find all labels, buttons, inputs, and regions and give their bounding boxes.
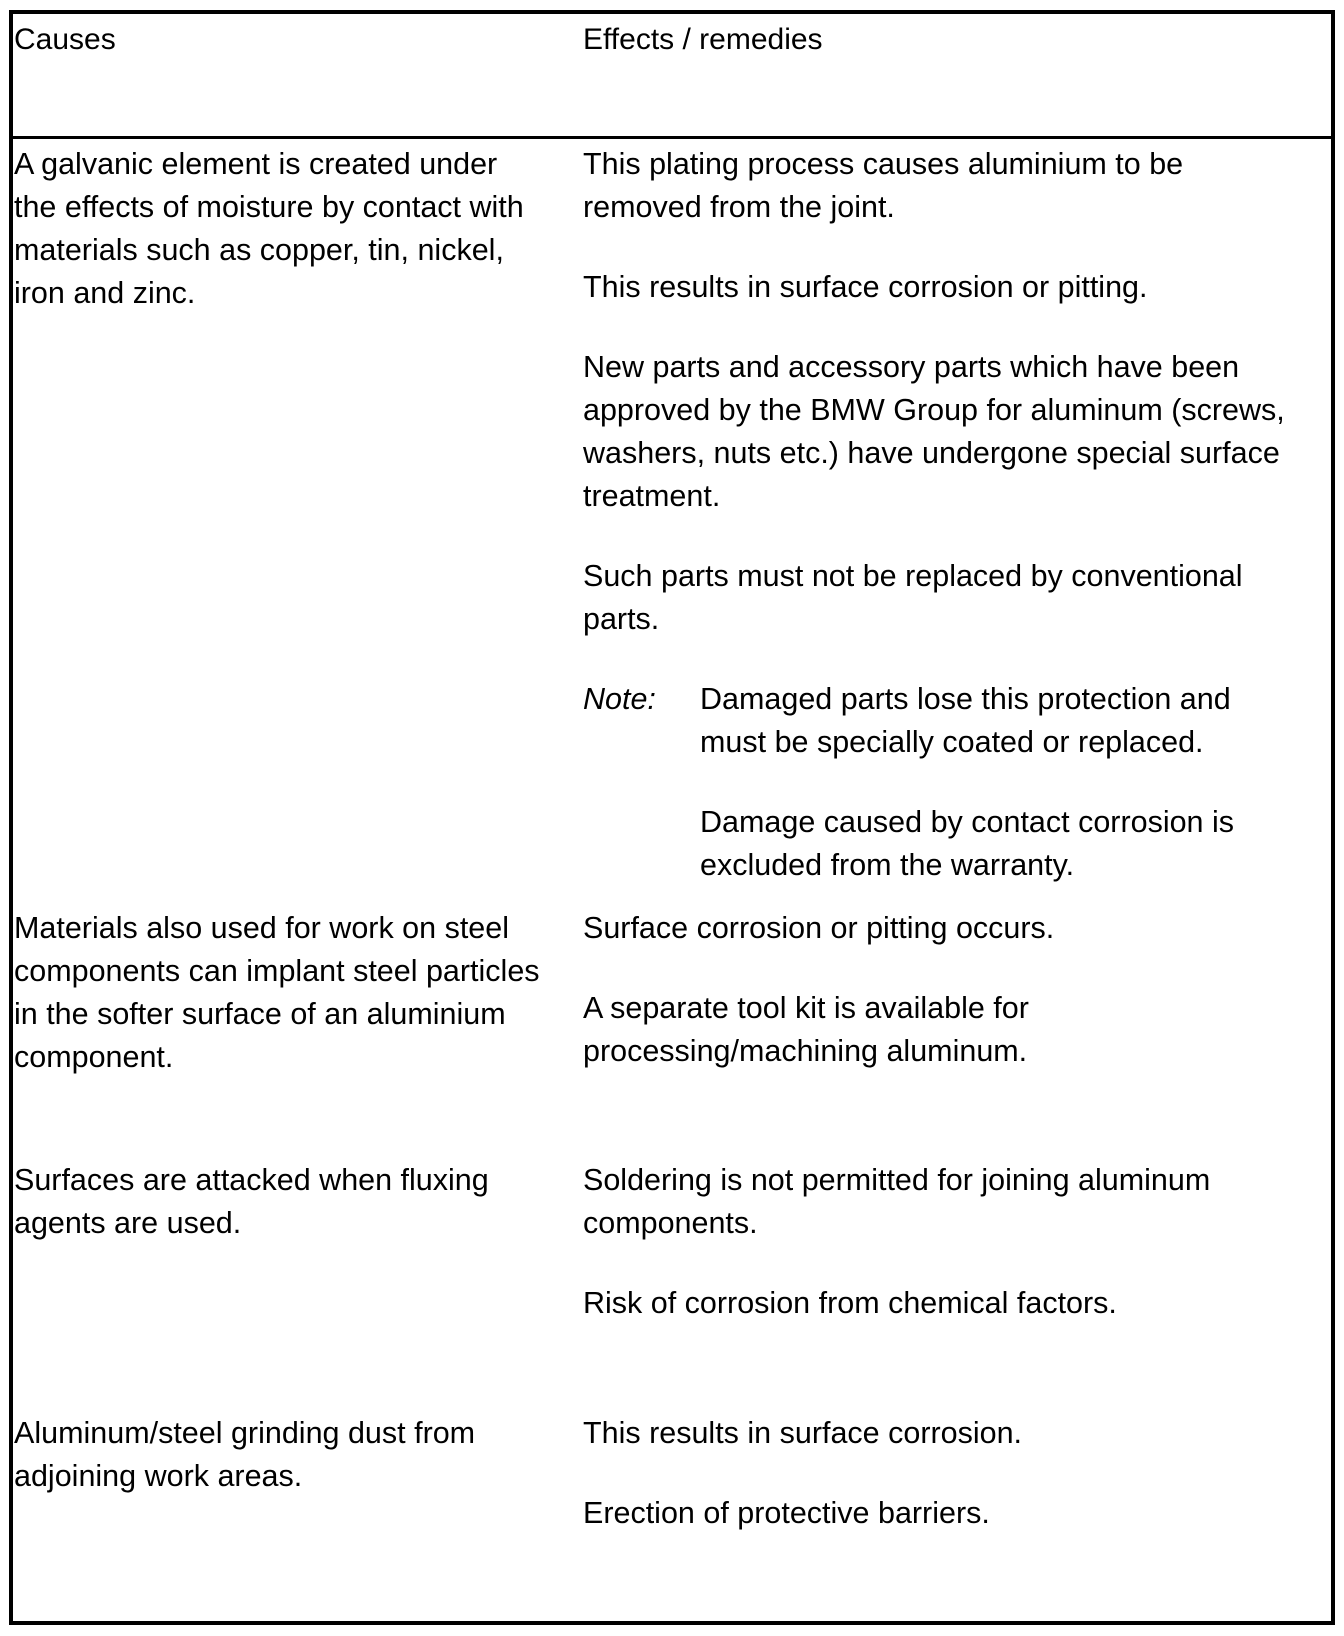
row-1-effect-line: Such parts must not be replaced by conventional <box>583 559 1243 593</box>
row-2-effect-line: A separate tool kit is available for <box>583 991 1029 1025</box>
note-text-line: Damage caused by contact corrosion is <box>700 805 1235 839</box>
row-3-effect-line: Soldering is not permitted for joining aluminum <box>583 1163 1211 1197</box>
row-3-cause-line: agents are used. <box>14 1206 242 1240</box>
row-1-effect-line: approved by the BMW Group for aluminum (screws, <box>583 393 1285 427</box>
row-4-cause-line: Aluminum/steel grinding dust from <box>14 1416 476 1450</box>
row-1-effect-line: parts. <box>583 602 660 636</box>
note-label: Note: <box>583 682 656 716</box>
row-1-cause-line: materials such as copper, tin, nickel, <box>14 233 504 267</box>
row-1-effect-line: treatment. <box>583 479 721 513</box>
note-text-line: excluded from the warranty. <box>700 848 1075 882</box>
row-1-effect-line: This plating process causes aluminium to be <box>583 147 1184 181</box>
note-text-line: Damaged parts lose this protection and <box>700 682 1231 716</box>
row-3-cause-line: Surfaces are attacked when fluxing <box>14 1163 489 1197</box>
causes-column-header: Causes <box>14 23 116 56</box>
row-2-cause-line: components can implant steel particles <box>14 954 540 988</box>
header-divider <box>9 136 1335 139</box>
row-3-effect-line: Risk of corrosion from chemical factors. <box>583 1286 1117 1320</box>
row-1-effect-line: washers, nuts etc.) have undergone special surface <box>583 436 1280 470</box>
row-2-effect-line: Surface corrosion or pitting occurs. <box>583 911 1055 945</box>
row-4-cause-line: adjoining work areas. <box>14 1459 303 1493</box>
note-text-line: must be specially coated or replaced. <box>700 725 1204 759</box>
row-2-cause-line: component. <box>14 1040 174 1074</box>
row-2-effect-line: processing/machining aluminum. <box>583 1034 1028 1068</box>
row-2-cause-line: in the softer surface of an aluminium <box>14 997 506 1031</box>
row-1-effect-line: removed from the joint. <box>583 190 895 224</box>
row-1-cause-line: the effects of moisture by contact with <box>14 190 524 224</box>
row-4-effect-line: This results in surface corrosion. <box>583 1416 1023 1450</box>
row-3-effect-line: components. <box>583 1206 758 1240</box>
row-1-effect-line: This results in surface corrosion or pitting. <box>583 270 1148 304</box>
row-1-effect-line: New parts and accessory parts which have been <box>583 350 1240 384</box>
row-1-cause-line: A galvanic element is created under <box>14 147 498 181</box>
row-4-effect-line: Erection of protective barriers. <box>583 1496 990 1530</box>
row-1-cause-line: iron and zinc. <box>14 276 196 310</box>
row-2-cause-line: Materials also used for work on steel <box>14 911 509 945</box>
effects-column-header: Effects / remedies <box>583 23 823 56</box>
